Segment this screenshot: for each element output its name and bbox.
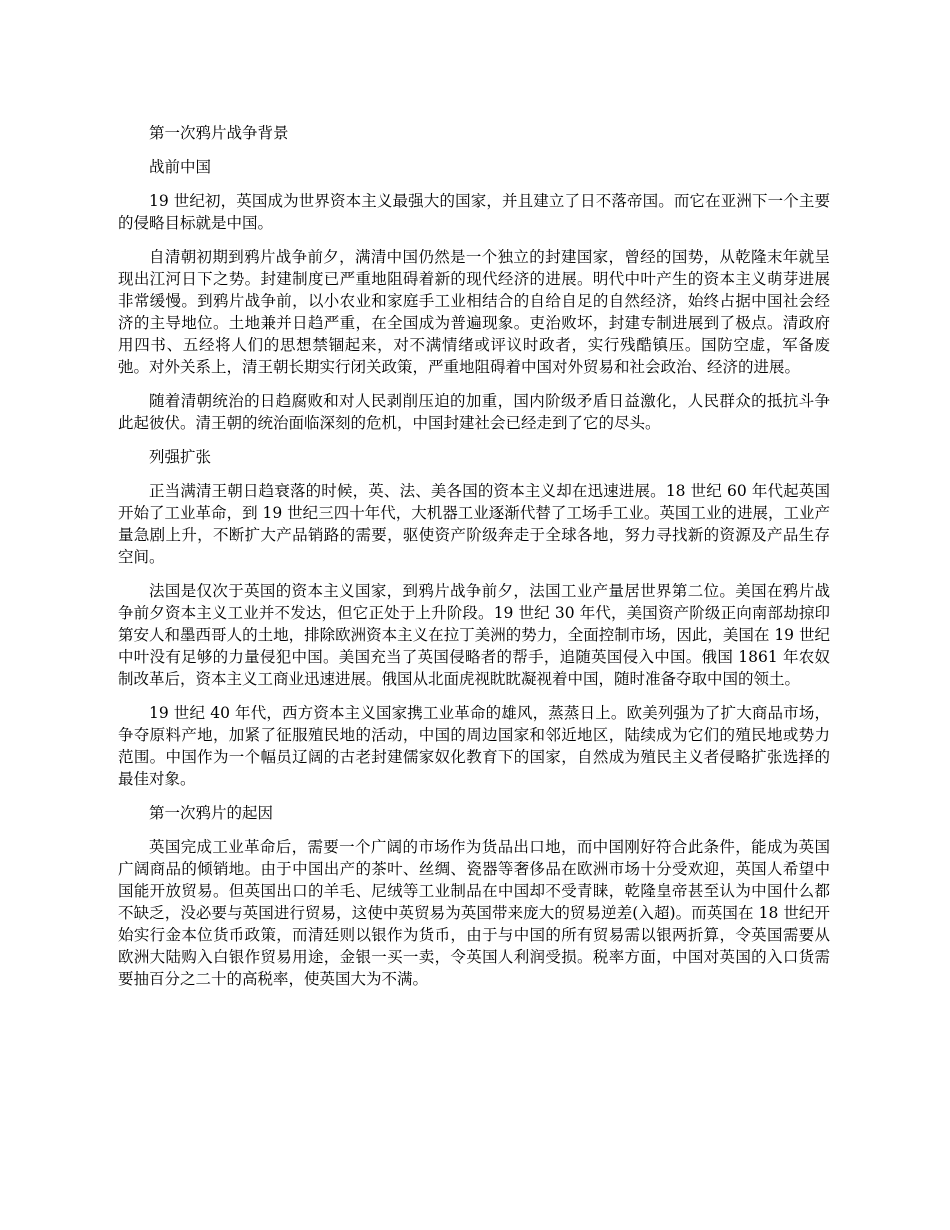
document-page bbox=[118, 122, 830, 1002]
paragraph: 英国完成工业革命后，需要一个广阔的市场作为货品出口地，而中国刚好符合此条件，能成为英国广阔商品的倾销地。由于中国出产的茶叶、丝绸、瓷器等奢侈品在欧洲市场十分受欢迎，英国人希望中国能开放贸易。但英国出口的羊毛、尼绒等工业制品在中国却不受青睐，乾隆皇帝甚至认为中国什么都不缺乏，没必要与英国进行贸易，这使中英贸易为英国带来庞大的贸易逆差(入超)。而英国在 18 世纪开始实行金本位货币政策，而清廷则以银作为货币，由于与中国的所有贸易需以银两折算，令英国需要从欧洲大陆购入白银作贸易用途，金银一买一卖，令英国人利润受损。税率方面，中国对英国的入口货需要抽百分之二十的高税率，使英国大为不满。 bbox=[118, 838, 830, 988]
paragraph: 随着清朝统治的日趋腐败和对人民剥削压迫的加重，国内阶级矛盾日益激化，人民群众的抵抗斗争此起彼伏。清王朝的统治面临深刻的危机，中国封建社会已经走到了它的尽头。 bbox=[118, 392, 830, 432]
section-title-prewar-china: 战前中国 bbox=[149, 158, 212, 176]
paragraph: 自清朝初期到鸦片战争前夕，满清中国仍然是一个独立的封建国家，曾经的国势，从乾隆末年就呈现出江河日下之势。封建制度已严重地阻碍着新的现代经济的进展。明代中叶产生的资本主义萌芽进展非常缓慢。到鸦片战争前，以小农业和家庭手工业相结合的自给自足的自然经济，始终占据中国社会经济的主导地位。土地兼并日趋严重，在全国成为普遍现象。吏治败坏，封建专制进展到了极点。清政府用四书、五经将人们的思想禁锢起来，对不满情绪或评议时政者，实行残酷镇压。国防空虚，军备废弛。对外关系上，清王朝长期实行闭关政策，严重地阻碍着中国对外贸易和社会政治、经济的进展。 bbox=[118, 248, 830, 376]
paragraph: 19 世纪初，英国成为世界资本主义最强大的国家，并且建立了日不落帝国。而它在亚洲下一个主要的侵略目标就是中国。 bbox=[118, 192, 830, 232]
section-title-causes: 第一次鸦片的起因 bbox=[149, 804, 274, 822]
paragraph: 正当满清王朝日趋衰落的时候，英、法、美各国的资本主义却在迅速进展。18 世纪 60 年代起英国开始了工业革命，到 19 世纪三四十年代，大机器工业逐渐代替了工场手工业。英国工业的进展，工业产量急剧上升，不断扩大产品销路的需要，驱使资产阶级奔走于全球各地，努力寻找新的资源及产品生存空间。 bbox=[118, 482, 830, 566]
paragraph: 法国是仅次于英国的资本主义国家，到鸦片战争前夕，法国工业产量居世界第二位。美国在鸦片战争前夕资本主义工业并不发达，但它正处于上升阶段。19 世纪 30 年代，美国资产阶级正向南部劫掠印第安人和墨西哥人的土地，排除欧洲资本主义在拉丁美洲的势力，全面控制市场，因此，美国在 19 世纪中叶没有足够的力量侵犯中国。美国充当了英国侵略者的帮手，追随英国侵入中国。俄国 1861 年农奴制改革后，资本主义工商业迅速进展。俄国从北面虎视眈眈凝视着中国，随时准备夺取中国的领土。 bbox=[118, 582, 830, 688]
paragraph: 19 世纪 40 年代，西方资本主义国家携工业革命的雄风，蒸蒸日上。欧美列强为了扩大商品市场，争夺原料产地，加紧了征服殖民地的活动，中国的周边国家和邻近地区，陆续成为它们的殖民地或势力范围。中国作为一个幅员辽阔的古老封建儒家奴化教育下的国家，自然成为殖民主义者侵略扩张选择的最佳对象。 bbox=[118, 704, 830, 788]
section-title-background: 第一次鸦片战争背景 bbox=[149, 124, 289, 142]
section-title-powers-expansion: 列强扩张 bbox=[149, 448, 212, 466]
